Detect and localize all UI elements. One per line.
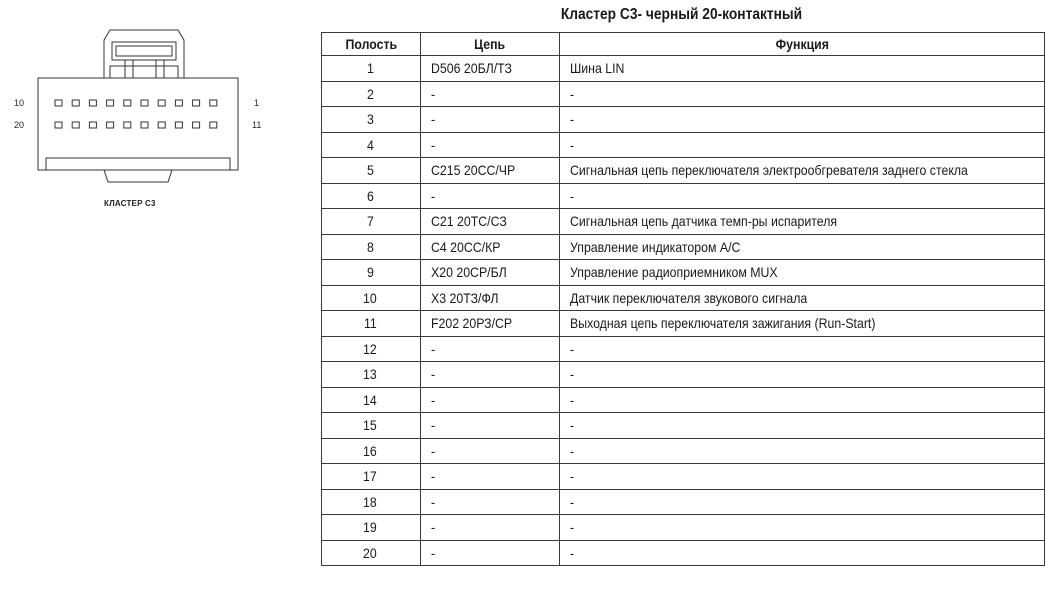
pin-cavity bbox=[89, 100, 96, 106]
cell-circuit: - bbox=[421, 183, 560, 209]
pin-cavity bbox=[72, 100, 79, 106]
cell-function: Шина LIN bbox=[560, 56, 1045, 82]
pin-cavity bbox=[175, 100, 182, 106]
cell-pin: 20 bbox=[322, 540, 421, 566]
pin-cavity bbox=[158, 122, 165, 128]
cell-pin: 19 bbox=[322, 515, 421, 541]
cell-pin: 6 bbox=[322, 183, 421, 209]
cell-pin: 17 bbox=[322, 464, 421, 490]
cell-pin: 12 bbox=[322, 336, 421, 362]
cell-circuit: - bbox=[421, 81, 560, 107]
cell-circuit: - bbox=[421, 362, 560, 388]
cell-circuit: - bbox=[421, 413, 560, 439]
header-function: Функция bbox=[560, 33, 1045, 56]
cell-function: Сигнальная цепь датчика темп-ры испарителя bbox=[560, 209, 1045, 235]
cell-function: - bbox=[560, 132, 1045, 158]
pin-cavity bbox=[72, 122, 79, 128]
pin-cavity bbox=[210, 122, 217, 128]
pin-cavity bbox=[193, 100, 200, 106]
table-row bbox=[322, 81, 1045, 107]
table-header-row bbox=[322, 33, 1045, 56]
cell-function: - bbox=[560, 515, 1045, 541]
pin-cavity bbox=[141, 100, 148, 106]
cell-function: - bbox=[560, 336, 1045, 362]
cell-circuit: X20 20СР/БЛ bbox=[421, 260, 560, 286]
cell-pin: 15 bbox=[322, 413, 421, 439]
cell-function: - bbox=[560, 362, 1045, 388]
pin-label-1: 1 bbox=[254, 98, 260, 108]
pin-cavity bbox=[124, 100, 131, 106]
cell-pin: 3 bbox=[322, 107, 421, 133]
table-row bbox=[322, 464, 1045, 490]
cell-circuit: F202 20РЗ/СР bbox=[421, 311, 560, 337]
cell-pin: 16 bbox=[322, 438, 421, 464]
cell-circuit: - bbox=[421, 540, 560, 566]
table-row bbox=[322, 234, 1045, 260]
table-row bbox=[322, 132, 1045, 158]
cell-function: - bbox=[560, 107, 1045, 133]
pinout-table bbox=[321, 32, 1045, 566]
pin-cavity bbox=[55, 122, 62, 128]
cell-circuit: - bbox=[421, 464, 560, 490]
table-row bbox=[322, 438, 1045, 464]
pin-row-top bbox=[55, 100, 217, 106]
table-row bbox=[322, 56, 1045, 82]
cell-circuit: - bbox=[421, 438, 560, 464]
table-row bbox=[322, 260, 1045, 286]
table-row bbox=[322, 413, 1045, 439]
cell-circuit: D506 20БЛ/ТЗ bbox=[421, 56, 560, 82]
pin-cavity bbox=[55, 100, 62, 106]
cell-pin: 10 bbox=[322, 285, 421, 311]
cell-pin: 18 bbox=[322, 489, 421, 515]
pin-label-10: 10 bbox=[14, 98, 25, 108]
cell-function: - bbox=[560, 489, 1045, 515]
cell-pin: 2 bbox=[322, 81, 421, 107]
cell-pin: 5 bbox=[322, 158, 421, 184]
table-row bbox=[322, 209, 1045, 235]
table-row bbox=[322, 362, 1045, 388]
cell-function: Выходная цепь переключателя зажигания (Run-Start) bbox=[560, 311, 1045, 337]
pin-cavity bbox=[89, 122, 96, 128]
header-pin: Полость bbox=[322, 33, 421, 56]
cell-function: - bbox=[560, 464, 1045, 490]
cell-pin: 14 bbox=[322, 387, 421, 413]
pin-row-bottom bbox=[55, 122, 217, 128]
cell-function: Датчик переключателя звукового сигнала bbox=[560, 285, 1045, 311]
cell-function: Управление радиоприемником MUX bbox=[560, 260, 1045, 286]
pin-label-20: 20 bbox=[14, 120, 25, 130]
table-row bbox=[322, 336, 1045, 362]
table-row bbox=[322, 515, 1045, 541]
pin-cavity bbox=[175, 122, 182, 128]
pin-cavity bbox=[124, 122, 131, 128]
cell-function: Сигнальная цепь переключателя электрообгревателя заднего стекла bbox=[560, 158, 1045, 184]
cell-pin: 8 bbox=[322, 234, 421, 260]
cell-function: - bbox=[560, 540, 1045, 566]
cell-circuit: - bbox=[421, 107, 560, 133]
connector-drawing bbox=[0, 0, 300, 230]
connector-caption: КЛАСТЕР С3 bbox=[104, 199, 156, 208]
table-row bbox=[322, 158, 1045, 184]
table-row bbox=[322, 489, 1045, 515]
cell-pin: 1 bbox=[322, 56, 421, 82]
cell-circuit: C215 20СС/ЧР bbox=[421, 158, 560, 184]
cell-circuit: - bbox=[421, 132, 560, 158]
cell-function: Управление индикатором А/С bbox=[560, 234, 1045, 260]
table-row bbox=[322, 183, 1045, 209]
pin-cavity bbox=[193, 122, 200, 128]
pin-cavity bbox=[210, 100, 217, 106]
cell-circuit: C4 20СС/КР bbox=[421, 234, 560, 260]
cell-function: - bbox=[560, 387, 1045, 413]
pin-label-11: 11 bbox=[252, 120, 262, 130]
cell-circuit: X3 20ТЗ/ФЛ bbox=[421, 285, 560, 311]
cell-function: - bbox=[560, 183, 1045, 209]
cell-pin: 4 bbox=[322, 132, 421, 158]
table-row bbox=[322, 285, 1045, 311]
cell-function: - bbox=[560, 438, 1045, 464]
cell-function: - bbox=[560, 413, 1045, 439]
cell-circuit: - bbox=[421, 515, 560, 541]
cell-circuit: - bbox=[421, 336, 560, 362]
cell-pin: 11 bbox=[322, 311, 421, 337]
header-circuit: Цепь bbox=[421, 33, 560, 56]
pin-cavity bbox=[158, 100, 165, 106]
pin-cavity bbox=[107, 122, 114, 128]
cell-pin: 7 bbox=[322, 209, 421, 235]
cell-pin: 13 bbox=[322, 362, 421, 388]
table-row bbox=[322, 540, 1045, 566]
cell-circuit: - bbox=[421, 387, 560, 413]
cell-pin: 9 bbox=[322, 260, 421, 286]
connector-diagram bbox=[0, 0, 300, 230]
table-row bbox=[322, 311, 1045, 337]
cell-circuit: - bbox=[421, 489, 560, 515]
pin-cavity bbox=[141, 122, 148, 128]
page-title: Кластер С3- черный 20-контактный bbox=[560, 6, 803, 23]
cell-circuit: C21 20ТС/СЗ bbox=[421, 209, 560, 235]
table-row bbox=[322, 107, 1045, 133]
pin-cavity bbox=[107, 100, 114, 106]
table-row bbox=[322, 387, 1045, 413]
cell-function: - bbox=[560, 81, 1045, 107]
